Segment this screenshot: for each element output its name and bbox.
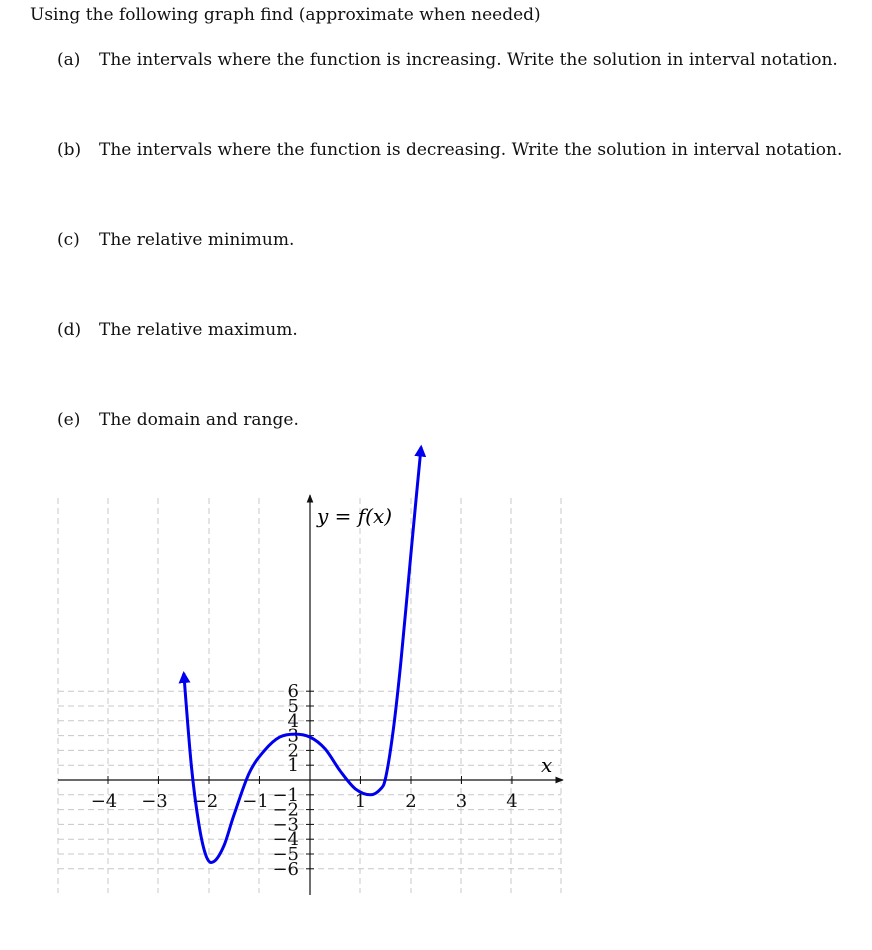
question-d-label: (d) xyxy=(57,320,82,340)
x-tick-label: −4 xyxy=(90,791,118,812)
question-a-text: The intervals where the function is increasing. Write the solution in interval notation. xyxy=(99,50,838,70)
x-tick-label: 4 xyxy=(506,791,518,812)
y-tick-label: 6 xyxy=(287,681,299,703)
y-tick-label: 3 xyxy=(287,725,299,747)
question-c-text: The relative minimum. xyxy=(99,230,295,250)
x-tick-label: 3 xyxy=(455,791,468,812)
y-tick-label: 4 xyxy=(287,710,299,732)
instructions: Using the following graph find (approximate when needed) xyxy=(30,5,541,25)
question-e-label: (e) xyxy=(57,410,81,430)
x-tick-label: 1 xyxy=(354,791,367,812)
y-axis-title: y = f(x) xyxy=(317,504,393,528)
x-tick-label: −2 xyxy=(191,791,219,812)
question-b-label: (b) xyxy=(57,140,82,160)
question-e-text: The domain and range. xyxy=(99,410,299,430)
question-c-label: (c) xyxy=(57,230,80,250)
question-b-text: The intervals where the function is decreasing. Write the solution in interval notation. xyxy=(99,140,843,160)
y-tick-label: 2 xyxy=(287,740,299,762)
y-tick-label: −3 xyxy=(272,814,299,836)
question-d-text: The relative maximum. xyxy=(99,320,298,340)
x-tick-label: 2 xyxy=(405,791,417,812)
y-tick-label: −1 xyxy=(272,784,299,806)
y-tick-label: −4 xyxy=(272,829,299,851)
y-tick-label: −6 xyxy=(272,858,299,880)
question-a-label: (a) xyxy=(57,50,81,70)
axes xyxy=(58,495,563,895)
y-tick-label: −5 xyxy=(272,844,299,865)
x-axis-label: x xyxy=(541,753,553,777)
y-tick-label: −2 xyxy=(272,799,299,821)
x-tick-label: −1 xyxy=(242,791,269,812)
x-tick-label: −3 xyxy=(141,791,168,812)
y-tick-label: 5 xyxy=(287,696,299,717)
y-tick-label: 1 xyxy=(287,755,299,777)
